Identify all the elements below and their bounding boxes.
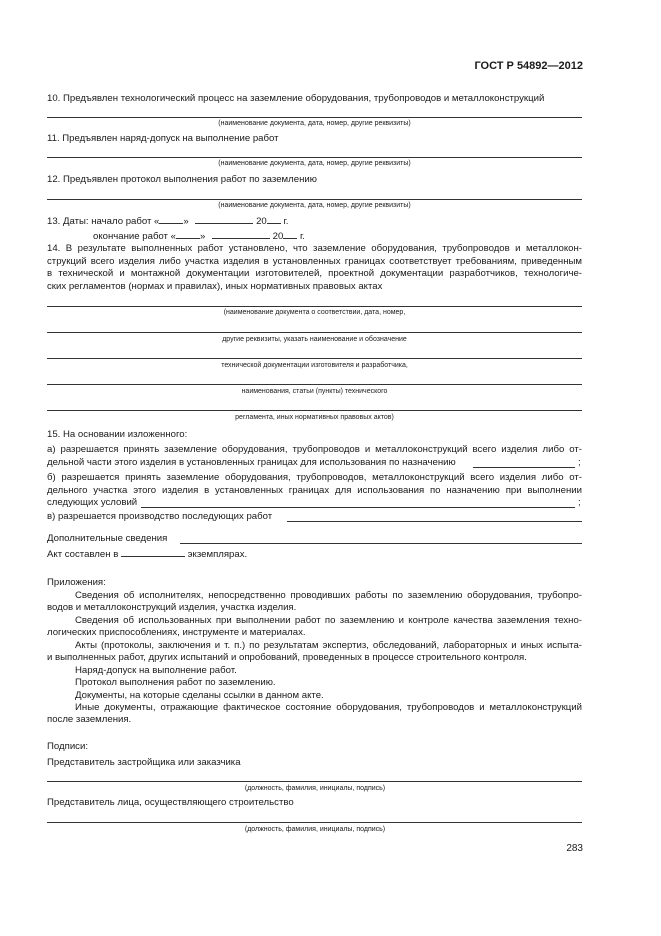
standard-header: ГОСТ Р 54892—2012 xyxy=(474,60,583,72)
signature-line-builder xyxy=(47,822,582,823)
underline-11 xyxy=(47,157,582,158)
start-label: 13. Даты: начало работ « xyxy=(47,216,160,227)
appendix-7: после заземления. xyxy=(47,714,132,725)
appendix-6: Документы, на которые сделаны ссылки в данном акте. xyxy=(75,690,324,701)
item-15a-line: дельной части этого изделия в установленных границах для использования по назначению xyxy=(47,457,456,468)
blank-15a xyxy=(473,467,575,468)
appendices-title: Приложения: xyxy=(47,577,106,588)
item-14-line: струкций всего изделия либо участка изделия в установленных границах соответствует требованиям, приведенным xyxy=(47,256,582,267)
item-14-line: ских регламентов (нормах и правилах), иных нормативных правовых актах xyxy=(47,281,383,292)
appendix-4: Наряд-допуск на выполнение работ. xyxy=(75,665,237,676)
appendix-5: Протокол выполнения работ по заземлению. xyxy=(75,677,276,688)
appendix-2: логических приспособлениях, инструменте и материалах. xyxy=(47,627,306,638)
end-month-blank xyxy=(212,229,270,239)
appendix-1: Сведения об исполнителях, непосредственно проводивших работы по заземлению оборудования, трубопро- xyxy=(75,590,582,601)
caption-sign-builder: (должность, фамилия, инициалы, подпись) xyxy=(244,826,386,833)
caption-11: (наименование документа, дата, номер, другие реквизиты) xyxy=(218,160,411,167)
underline-12 xyxy=(47,199,582,200)
year-prefix: 20 xyxy=(272,231,284,242)
item-15b-line: дельного участка этого изделия в установленных границах для использования по назначению при выполнении xyxy=(47,485,582,496)
underline-14 xyxy=(47,358,582,359)
appendix-3: Акты (протоколы, заключения и т. п.) по результатам экспертиз, обследований, лабораторных и иных испыта- xyxy=(75,640,582,651)
start-year-blank xyxy=(267,214,281,224)
item-13-end xyxy=(93,229,305,243)
item-15a-line: а) разрешается принять заземление оборудования, трубопроводов и металлоконструкций всего изделия либо от- xyxy=(47,444,582,455)
caption-sign-customer: (должность, фамилия, инициалы, подпись) xyxy=(244,785,386,792)
signature-line-customer xyxy=(47,781,582,782)
caption-12: (наименование документа, дата, номер, другие реквизиты) xyxy=(218,202,411,209)
semicolon: ; xyxy=(578,497,581,508)
appendix-2: Сведения об использованных при выполнении работ по заземлению и контроле качества заземления техно- xyxy=(75,615,582,626)
signatures-title: Подписи: xyxy=(47,741,88,752)
caption-14: другие реквизиты, указать наименование и обозначение xyxy=(222,336,407,343)
page-number: 283 xyxy=(566,843,583,854)
caption-14: наименования, статьи (пункты) технического xyxy=(241,388,388,395)
item-15: 15. На основании изложенного: xyxy=(47,429,188,440)
appendix-3: и выполненных работ, других испытаний и опробований, проведенных в процессе строительного контроля. xyxy=(47,652,527,663)
item-11: 11. Предъявлен наряд-допуск на выполнение работ xyxy=(47,133,279,144)
copies-blank xyxy=(121,547,185,557)
year-suffix: г. xyxy=(299,231,305,242)
item-14-line: в технической и монтажной документации изготовителей, проектной документации разработчиков, технологиче- xyxy=(47,268,582,279)
item-14-line: 14. В результате выполненных работ установлено, что заземление оборудования, трубопроводов и металлокон- xyxy=(47,243,582,254)
caption-14: технической документации изготовителя и разработчика, xyxy=(221,362,408,369)
quote-close: » xyxy=(199,231,206,242)
item-15b-line: б) разрешается принять заземление оборудования, трубопроводов, металлоконструкций всего изделия либо от- xyxy=(47,472,582,483)
semicolon: ; xyxy=(578,457,581,468)
caption-14: (наименование документа о соответствии, дата, номер, xyxy=(223,309,406,316)
blank-15c xyxy=(287,521,582,522)
rep-builder: Представитель лица, осуществляющего строительство xyxy=(47,797,294,808)
blank-additional xyxy=(180,543,582,544)
underline-10 xyxy=(47,117,582,118)
act-suffix: экземплярах. xyxy=(187,549,248,560)
year-suffix: г. xyxy=(283,216,289,227)
additional-info: Дополнительные сведения xyxy=(47,533,168,544)
start-day-blank xyxy=(159,214,183,224)
underline-14 xyxy=(47,332,582,333)
end-year-blank xyxy=(283,229,297,239)
underline-14 xyxy=(47,306,582,307)
item-15b-line: следующих условий xyxy=(47,497,138,508)
end-label: окончание работ « xyxy=(93,231,176,242)
item-12: 12. Предъявлен протокол выполнения работ по заземлению xyxy=(47,174,317,185)
act-copies xyxy=(47,547,247,561)
underline-14 xyxy=(47,410,582,411)
underline-14 xyxy=(47,384,582,385)
rep-customer: Представитель застройщика или заказчика xyxy=(47,757,241,768)
quote-close: » xyxy=(183,216,189,227)
appendix-1: водов и металлоконструкций изделия, участка изделия. xyxy=(47,602,297,613)
start-month-blank xyxy=(195,214,253,224)
caption-14: регламента, иных нормативных правовых актов) xyxy=(235,414,394,421)
act-prefix: Акт составлен в xyxy=(47,549,119,560)
blank-15b xyxy=(141,507,575,508)
item-15c: в) разрешается производство последующих работ xyxy=(47,511,273,522)
year-prefix: 20 xyxy=(256,216,267,227)
caption-10: (наименование документа, дата, номер, другие реквизиты) xyxy=(218,120,411,127)
end-day-blank xyxy=(176,229,200,239)
item-10: 10. Предъявлен технологический процесс на заземление оборудования, трубопроводов и металлоконструкций xyxy=(47,93,545,104)
appendix-7: Иные документы, отражающие фактическое состояние оборудования, трубопроводов и металлоконструкций xyxy=(75,702,582,713)
item-13-start xyxy=(47,214,288,228)
